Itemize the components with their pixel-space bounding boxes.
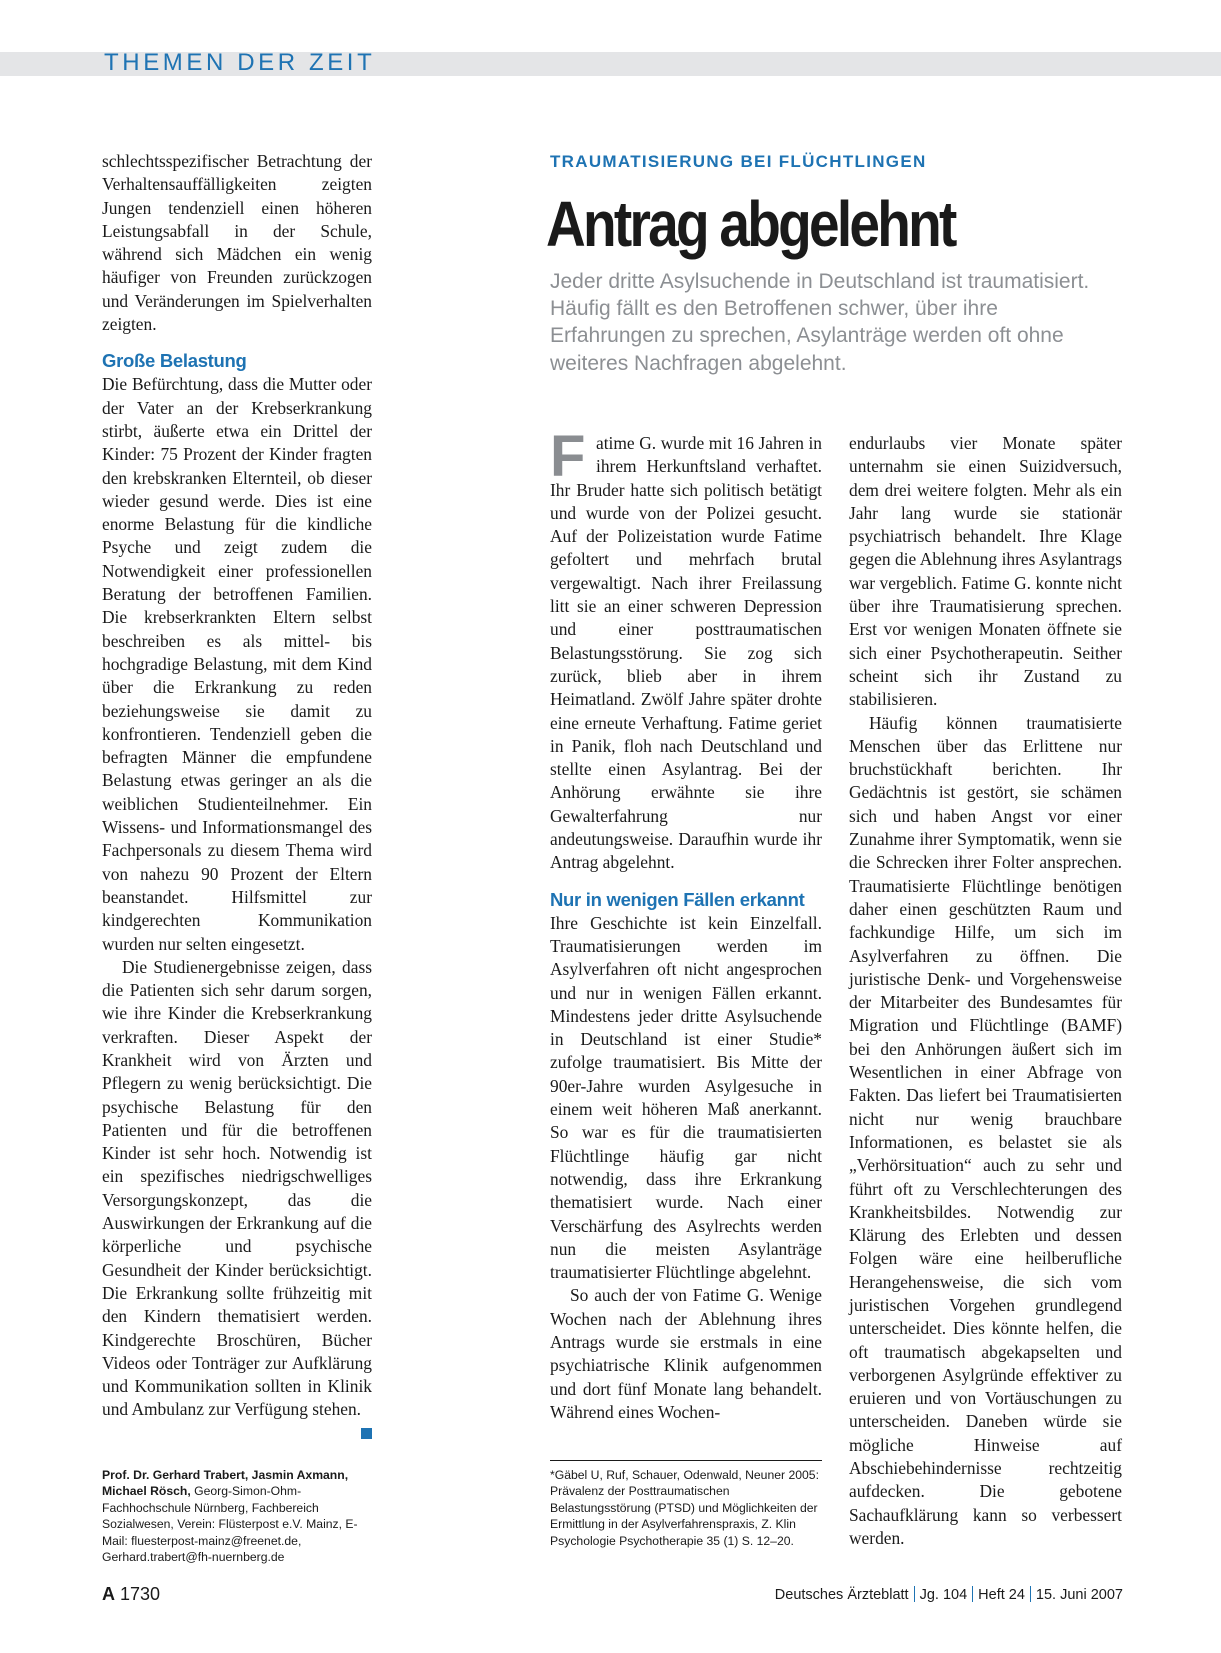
article-paragraph-2: Ihre Geschichte ist kein Einzelfall. Traumatisierungen werden im Asylverfahren oft nicht angesprochen und nur in wenigen Fällen erkannt. Mindestens jeder dritte Asylsuchende in Deutschland ist einer Studie* zufolge traumatisiert. Bis Mitte der 90er-Jahre wurden Asylgesuche in einem weit höheren Maß anerkannt. So war es für die traumatisierten Flüchtlinge häufig gar nicht notwendig, dass ihre Erkrankung thematisiert wurde. Nach einer Verschärfung des Asylrechts werden nun die meisten Asylanträge traumatisierter Flüchtlinge abgelehnt. xyxy=(550,912,822,1283)
left-paragraph-3-text: Die Studienergebnisse zeigen, dass die Patienten sich sehr darum sorgen, wie ihre Kinder die Krebserkrankung verkraften. Dieser Aspekt der Krankheit wird von Ärzten und Pflegern zu wenig berücksichtigt. Die psychische Belastung für den Patienten und für die betroffenen Kinder ist sehr hoch. Notwendig ist ein spezifisches niedrigschwelliges Versorgungskonzept, das die Auswirkungen der Erkrankung auf die körperliche und psychische Gesundheit der Kinder berücksichtigt. Die Erkrankung sollte frühzeitig mit den Kindern thematisiert werden. Kindgerechte Broschüren, Bücher Videos oder Tonträger zur Aufklärung und Kommunikation sollten in Klinik und Ambulanz zur Verfügung stehen. xyxy=(102,956,372,1420)
footer-separator xyxy=(1030,1586,1031,1602)
footer-separator xyxy=(914,1586,915,1602)
page-footer xyxy=(0,1582,1221,1612)
article-paragraph-3-start: So auch der von Fatime G. Wenige Wochen nach der Ablehnung ihres Antrags wurde sie erstmals in eine psychiatrische Klinik aufgenommen und dort fünf Monate lang behandelt. Während eines Wochen- xyxy=(550,1285,822,1422)
article-paragraph-4: Häufig können traumatisierte Menschen über das Erlittene nur bruchstückhaft berichten. Ihr Gedächtnis ist gestört, sie schämen sich und haben Angst vor einer Zunahme ihrer Symptomatik, wenn sie die Schrecken ihrer Folter ansprechen. Traumatisierte Flüchtlinge benötigen daher einen geschützten Raum und fachkundige Hilfe, um sich im Asylverfahren zu öffnen. Die juristische Denk- und Vorgehensweise der Mitarbeiter des Bundesamtes für Migration und Flüchtlinge (BAMF) bei den Anhörungen äußert sich im Wesentlichen in einer Abfrage von Fakten. Das liefert bei Traumatisierten nicht nur wenig brauchbare Informationen, es belastet sie als „Verhörsituation“ auch zu sehr und führt oft zu Verschlechterungen des Krankheitsbildes. Notwendig zur Klärung des Erlebten und dessen Folgen wäre eine heilberufliche Herangehensweise, die sich vom juristischen Vorgehen grundlegend unterscheidet. Dies könnte helfen, die oft traumatisch abgekapselten und verborgenen Asylgründe effektiver zu eruieren und von Vortäuschungen zu unterscheiden. Daneben würde sie mögliche Hinweise auf Abschiebehindernisse rechtzeitig aufdecken. Die gebotene Sachaufklärung kann so verbessert werden. xyxy=(849,712,1122,1548)
page-number-value: 1730 xyxy=(120,1584,161,1604)
left-paragraph-3 xyxy=(102,956,372,1422)
footnote-rule xyxy=(550,1460,822,1461)
journal-volume: Jg. 104 xyxy=(919,1587,968,1603)
journal-issue: Heft 24 xyxy=(978,1587,1025,1603)
end-mark-icon xyxy=(361,1428,372,1439)
page-prefix: A xyxy=(102,1584,115,1604)
article-paragraph-3-continued: endurlaubs vier Monate später unternahm sie einen Suizidversuch, dem drei weitere folgten. Mehr als ein Jahr lang wurde sie stationär psychiatrisch behandelt. Ihre Klage gegen die Ablehnung ihres Asylantrags war vergeblich. Fatime G. konnte nicht über ihre Traumatisierung sprechen. Erst vor wenigen Monaten öffnete sie sich einer Psychotherapeutin. Seither scheint sich ihr Zustand zu stabilisieren. xyxy=(849,433,1122,710)
journal-name: Deutsches Ärzteblatt xyxy=(774,1587,909,1603)
left-column xyxy=(102,150,372,1439)
author-names: Prof. Dr. Gerhard Trabert, Jasmin Axmann, Michael Rösch, xyxy=(102,1468,349,1499)
footer-separator xyxy=(972,1586,973,1602)
author-info xyxy=(102,1467,382,1565)
article-paragraph-1-text: atime G. wurde mit 16 Jahren in ihrem Herkunftsland verhaftet. Ihr Bruder hatte sich politisch betätigt und wurde von der Polizei gesucht. Auf der Polizeistation wurde Fatime gefoltert und mehrfach brutal vergewaltigt. Nach ihrer Freilassung litt sie an einer schweren Depression und einer posttraumatischen Belastungsstörung. Sie zog sich zurück, blieb aber in ihrem Heimatland. Zwölf Jahre später drohte eine erneute Verhaftung. Fatime geriet in Panik, floh nach Deutschland und stellte einen Asylantrag. Bei der Anhörung erwähnte sie ihre Gewalterfahrung nur andeutungsweise. Daraufhin wurde ihr Antrag abgelehnt. xyxy=(550,433,822,873)
middle-column xyxy=(550,424,822,1424)
left-paragraph-2: Die Befürchtung, dass die Mutter oder der Vater an der Krebserkrankung stirbt, äußerte etwa ein Drittel der Kinder: 75 Prozent der Kinder fragten den krebskranken Elternteil, ob dieser wieder gesund werde. Dies ist eine enorme Belastung für die kindliche Psyche und zeigt zudem die Notwendigkeit einer professionellen Beratung der betroffenen Familien. Die krebserkrankten Eltern selbst beschreiben es als mittel- bis hochgradige Belastung, mit dem Kind über die Erkrankung zu reden beziehungsweise sie damit zu konfrontieren. Tendenziell geben die befragten Männer die empfundene Belastung etwas geringer an als die weiblichen Studienteilnehmer. Ein Wissens- und Informationsmangel des Fachpersonals zu diesem Thema wird von nahezu 90 Prozent der Eltern beanstandet. Hilfsmittel zur kindgerechten Kommunikation wurden nur selten eingesetzt. xyxy=(102,374,372,954)
journal-date: 15. Juni 2007 xyxy=(1035,1587,1123,1603)
drop-cap: F xyxy=(550,424,586,489)
article-kicker: TRAUMATISIERUNG BEI FLÜCHTLINGEN xyxy=(550,152,927,171)
article-headline: Antrag abgelehnt xyxy=(546,188,955,260)
article-paragraph-1 xyxy=(550,424,822,875)
subheading-grosse-belastung: Große Belastung xyxy=(102,350,247,372)
footnote: *Gäbel U, Ruf, Schauer, Odenwald, Neuner 2005: Prävalenz der Posttraumatischen Belastungsstörung (PTSD) und Möglichkeiten der Ermittlung in der Asylverfahrenspraxis, Z. Klin Psychologie Psychotherapie 35 (1) S. 12–20. xyxy=(550,1468,819,1548)
section-title: THEMEN DER ZEIT xyxy=(104,49,376,76)
page-number xyxy=(102,1582,160,1606)
right-column xyxy=(849,432,1122,1550)
journal-info xyxy=(775,1584,1123,1606)
article-lead: Jeder dritte Asylsuchende in Deutschland ist traumatisiert. Häufig fällt es den Betroffenen schwer, über ihre Erfahrungen zu sprechen, Asylanträge werden oft ohne weiteres Nachfragen abgelehnt. xyxy=(550,270,1090,375)
subheading-nur-in-wenigen-faellen: Nur in wenigen Fällen erkannt xyxy=(550,888,805,910)
left-paragraph-1: schlechtsspezifischer Betrachtung der Verhaltensauffälligkeiten zeigten Jungen tendenziell einen höheren Leistungsabfall in der Schule, während sich Mädchen ein wenig häufiger von Freunden zurückzogen und Veränderungen im Spielverhalten zeigten. xyxy=(102,151,372,335)
author-affiliation: Georg-Simon-Ohm-Fachhochschule Nürnberg, Fachbereich Sozialwesen, Verein: Flüsterpost e.V. Mainz, E-Mail: fluesterpost-mainz@freenet.de, Gerhard.trabert@fh-nuernberg.de xyxy=(102,1484,358,1565)
